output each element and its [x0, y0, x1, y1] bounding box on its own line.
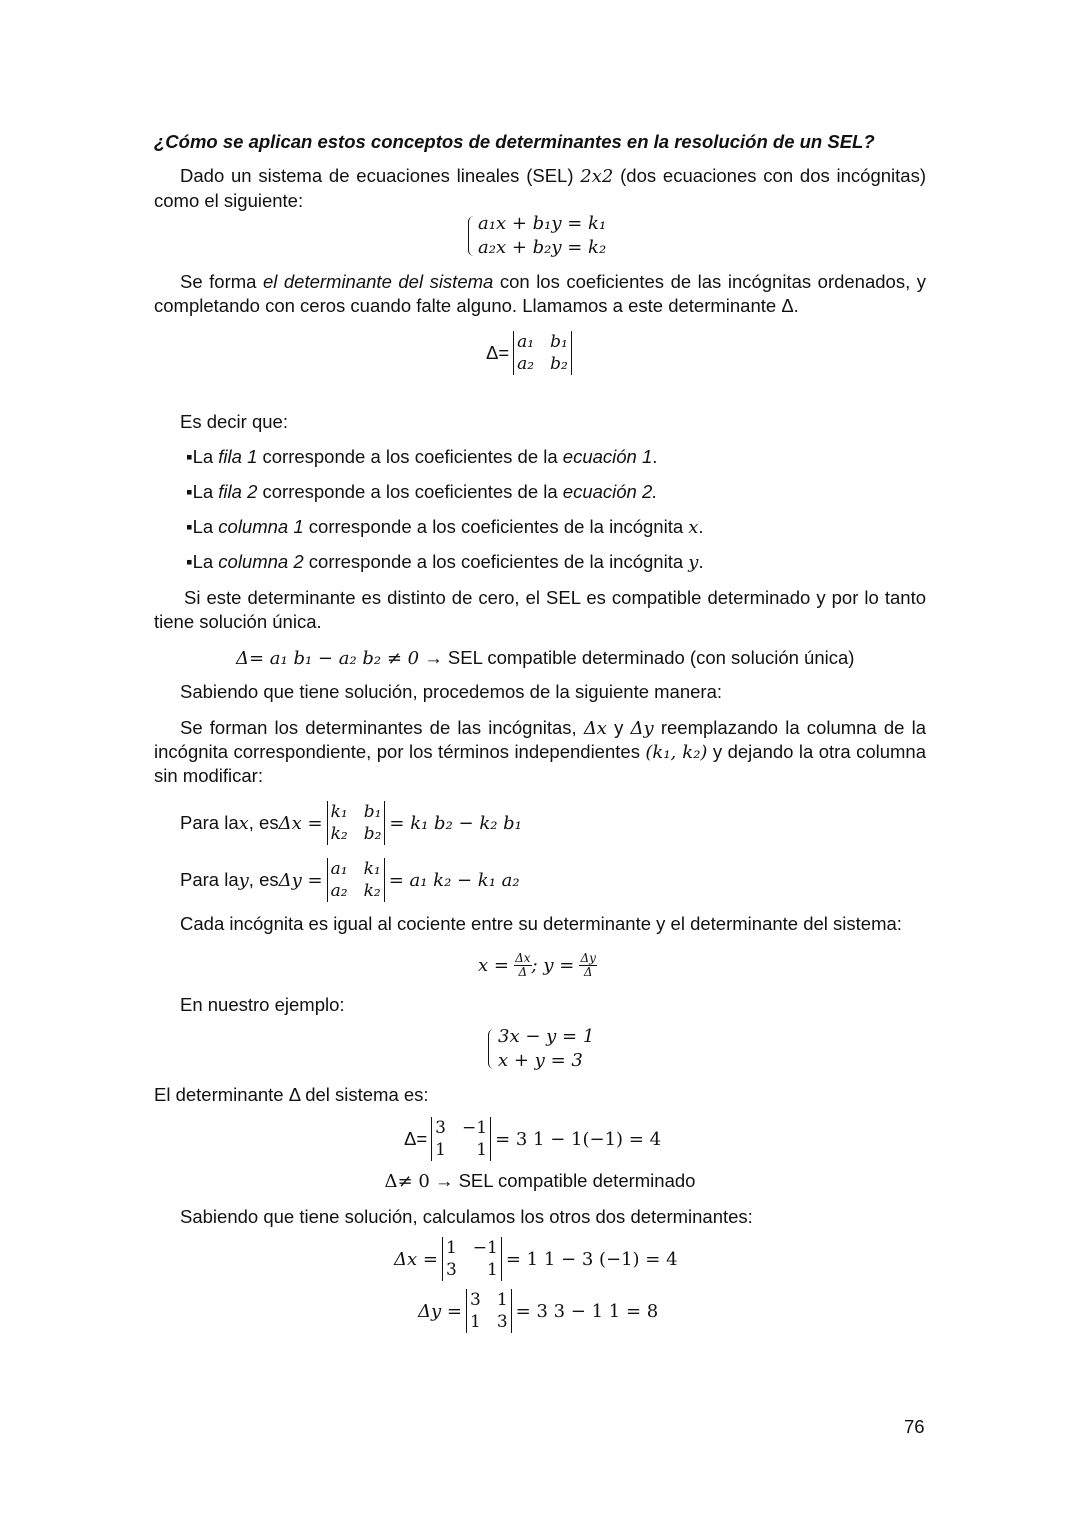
text: La: [192, 516, 219, 537]
text: y dejando la otra columna: [707, 741, 927, 762]
rhs: = 3 1 − 1(−1) = 4: [495, 1128, 662, 1150]
paragraph-example-det: El determinante Δ del sistema es:: [154, 1084, 429, 1105]
example-determinant: [404, 1114, 661, 1164]
text: (dos ecuaciones con dos incógnitas): [613, 165, 926, 186]
paragraph-determinant-line2: completando con ceros cuando falte alguno. Llamamos a este determinante Δ.: [154, 295, 799, 316]
equation: 3x − y = 1: [498, 1026, 595, 1047]
math: ; y =: [531, 954, 575, 976]
emphasis: el determinante del sistema: [262, 271, 494, 292]
cell: 3: [445, 1260, 457, 1280]
lhs: Δ=: [486, 342, 510, 363]
cell: a₁: [330, 859, 348, 879]
cell: k₁: [330, 802, 348, 822]
cell: b₁: [550, 332, 568, 352]
cell: a₁: [517, 332, 535, 352]
text: corresponde a los coeficientes de la incógnita: [303, 551, 689, 572]
cell: 1: [496, 1290, 508, 1310]
paragraph-determinant: [180, 270, 926, 294]
determinant-matrix: [327, 858, 385, 902]
cell: a₂: [517, 354, 535, 374]
cell: k₂: [363, 881, 381, 901]
emphasis: fila 2: [218, 481, 258, 502]
lhs: Δy =: [278, 869, 323, 891]
cell: b₂: [363, 824, 382, 844]
bullet-item: ▪La fila 2 corresponde a los coeficientes de la ecuación 2.: [186, 481, 658, 502]
paragraph-forman: [180, 716, 926, 740]
cell: k₂: [330, 824, 348, 844]
math: x =: [478, 954, 509, 976]
cell: 3: [496, 1312, 508, 1332]
numerator: Δx: [515, 950, 531, 965]
cell: 3: [435, 1118, 446, 1138]
lhs: Δ=: [404, 1128, 428, 1149]
cell: −1: [462, 1118, 488, 1138]
section-title: ¿Cómo se aplican estos conceptos de determinantes en la resolución de un SEL?: [154, 131, 875, 152]
text: → SEL compatible determinado (con solución única): [419, 647, 855, 668]
paragraph-forman-line2: [154, 740, 926, 764]
denominator: Δ: [518, 964, 528, 979]
condition-line: [236, 646, 854, 670]
text: La: [192, 551, 219, 572]
text: corresponde a los coeficientes de la incógnita: [303, 516, 689, 537]
text: y: [606, 717, 631, 738]
cell: a₂: [330, 881, 348, 901]
text: con los coeficientes de las incógnitas ordenados, y: [493, 271, 926, 292]
equation-system-general: [468, 212, 606, 260]
cell: 3: [469, 1290, 481, 1310]
paragraph-intro-line2: como el siguiente:: [154, 190, 304, 211]
equation-system-example: [488, 1025, 594, 1073]
determinant-matrix: [466, 1289, 512, 1333]
math: x: [238, 812, 249, 834]
math: Δ= a₁ b₁ − a₂ b₂ ≠ 0: [236, 648, 420, 669]
math: Δ≠ 0: [384, 1171, 430, 1192]
text: → SEL compatible determinado: [429, 1170, 696, 1191]
numerator: Δy: [580, 950, 596, 965]
emphasis: ecuación 2.: [562, 481, 658, 502]
emphasis: columna 2: [218, 551, 304, 572]
math: Δy: [630, 718, 654, 739]
cell: b₂: [550, 354, 568, 374]
cell: k₁: [363, 859, 381, 879]
rhs: = 1 1 − 3 (−1) = 4: [505, 1248, 678, 1270]
emphasis: ecuación 1: [562, 446, 653, 467]
determinant-matrix: [431, 1117, 491, 1161]
cell: 1: [435, 1140, 446, 1160]
paragraph-other-dets: Sabiendo que tiene solución, calculamos los otros dos determinantes:: [180, 1206, 753, 1227]
text: .: [698, 516, 704, 537]
math: (k₁, k₂): [645, 742, 708, 763]
bullet-item: ▪La columna 1 corresponde a los coeficientes de la incógnita x.: [186, 516, 704, 538]
ejemplo-label: En nuestro ejemplo:: [180, 994, 345, 1015]
example-delta-x: [394, 1234, 678, 1284]
paragraph-procedure: Sabiendo que tiene solución, procedemos de la siguiente manera:: [180, 681, 723, 702]
text: , es: [248, 869, 279, 890]
determinant-matrix: [442, 1237, 502, 1281]
determinant-matrix: [513, 331, 572, 375]
system-determinant: [486, 328, 576, 378]
lhs: Δx =: [278, 812, 323, 834]
cell: −1: [472, 1238, 498, 1258]
equation: x + y = 3: [498, 1050, 583, 1071]
delta-x-definition: [180, 798, 522, 848]
fraction: [514, 952, 531, 979]
text: corresponde a los coeficientes de la: [257, 446, 563, 467]
cramer-formula: [478, 940, 597, 990]
cell: b₁: [363, 802, 382, 822]
condition-example: [0, 1169, 1080, 1193]
fraction: [579, 952, 596, 979]
emphasis: columna 1: [218, 516, 304, 537]
cell: 1: [469, 1312, 481, 1332]
cell: 1: [487, 1260, 498, 1280]
paragraph-forman-line3: sin modificar:: [154, 765, 263, 786]
text: .: [698, 551, 704, 572]
math: y: [688, 552, 699, 573]
text: Se forman los determinantes de las incógnitas,: [180, 717, 584, 738]
rhs: = a₁ k₂ − k₁ a₂: [388, 869, 520, 891]
text: Dado un sistema de ecuaciones lineales (SEL): [180, 165, 581, 186]
text: incógnita correspondiente, por los términos independientes: [154, 741, 646, 762]
text: La: [192, 446, 219, 467]
lhs: Δy =: [418, 1300, 462, 1322]
cell: 1: [476, 1140, 488, 1160]
text: reemplazando la columna de la: [653, 717, 926, 738]
text: Se forma: [180, 271, 263, 292]
page-number: 76: [904, 1416, 925, 1437]
rhs: = k₁ b₂ − k₂ b₁: [389, 812, 522, 834]
emphasis: fila 1: [218, 446, 258, 467]
paragraph-nonzero: Si este determinante es distinto de cero, el SEL es compatible determinado y por lo tanto: [184, 587, 926, 608]
equation: a₁x + b₁y = k₁: [478, 213, 607, 234]
text: , es: [248, 812, 279, 833]
rhs: = 3 3 − 1 1 = 8: [515, 1300, 659, 1322]
delta-y-definition: [180, 855, 520, 905]
text: corresponde a los coeficientes de la: [257, 481, 563, 502]
cell: 1: [445, 1238, 457, 1258]
denominator: Δ: [583, 964, 593, 979]
paragraph-intro: [180, 164, 926, 188]
math: x: [688, 517, 699, 538]
equation: a₂x + b₂y = k₂: [478, 237, 607, 258]
math: 2x2: [580, 166, 614, 187]
example-delta-y: [418, 1286, 658, 1336]
es-decir: Es decir que:: [180, 411, 288, 432]
paragraph-nonzero-line2: tiene solución única.: [154, 611, 322, 632]
determinant-matrix: [327, 801, 386, 845]
math: Δx: [583, 718, 607, 739]
text: .: [652, 446, 658, 467]
bullet-item: ▪La fila 1 corresponde a los coeficientes de la ecuación 1.: [186, 446, 658, 467]
lhs: Δx =: [394, 1248, 438, 1270]
paragraph-quotient: Cada incógnita es igual al cociente entre su determinante y el determinante del sistema:: [180, 913, 902, 934]
math: y: [238, 869, 249, 891]
bullet-item: ▪La columna 2 corresponde a los coeficientes de la incógnita y.: [186, 551, 704, 573]
text: Para la: [180, 869, 239, 890]
text: Para la: [180, 812, 239, 833]
text: La: [192, 481, 219, 502]
